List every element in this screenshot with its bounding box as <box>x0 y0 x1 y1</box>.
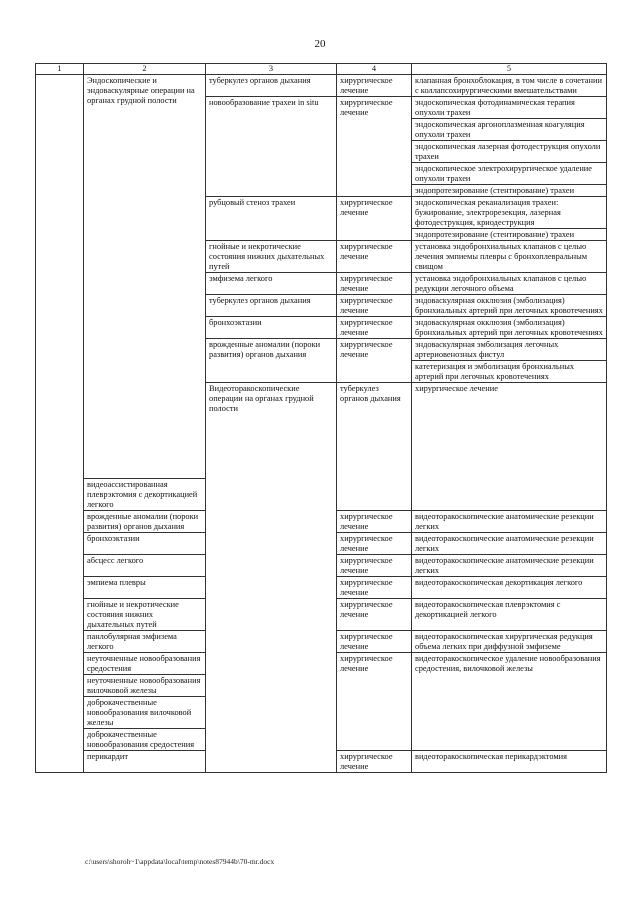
diagnosis-cell: бронхоэктазии <box>206 317 337 339</box>
diagnosis-cell: врожденные аномалии (пороки развития) органов дыхания <box>206 339 337 383</box>
column-header-1: 1 <box>36 64 84 75</box>
method-cell: видеоторакоскопическая перикардэктомия <box>412 751 607 773</box>
section-name-cell: Эндоскопические и эндоваскулярные операции на органах грудной полости <box>84 75 206 479</box>
column-header-5: 5 <box>412 64 607 75</box>
page-number: 20 <box>314 38 326 50</box>
diagnosis-cell: эмфизема легкого <box>206 273 337 295</box>
diagnosis-cell: доброкачественные новообразования вилочковой железы <box>84 697 206 729</box>
treatment-type-cell: хирургическое лечение <box>412 383 607 511</box>
diagnosis-cell: абсцесс легкого <box>84 555 206 577</box>
diagnosis-cell: неуточненные новообразования вилочковой железы <box>84 675 206 697</box>
method-cell: установка эндобронхиальных клапанов с целью лечения эмпиемы плевры с бронхоплевральным свищом <box>412 241 607 273</box>
method-cell: видеоторакоскопическая хирургическая редукция объема легких при диффузной эмфиземе <box>412 631 607 653</box>
method-cell: видеоторакоскопические анатомические резекции легких <box>412 511 607 533</box>
table-row <box>36 75 607 97</box>
treatment-type-cell: хирургическое лечение <box>337 317 412 339</box>
diagnosis-cell: эмпиема плевры <box>84 577 206 599</box>
cell-col1 <box>36 75 84 773</box>
section-name-cell: Видеоторакоскопические операции на органах грудной полости <box>206 383 337 773</box>
method-cell: катетеризация и эмболизация бронхиальных артерий при легочных кровотечениях <box>412 361 607 383</box>
diagnosis-cell: панлобулярная эмфизема легкого <box>84 631 206 653</box>
method-cell: клапанная бронхоблокация, в том числе в сочетании с коллапсохирургическими вмешательствами <box>412 75 607 97</box>
treatment-type-cell: хирургическое лечение <box>337 339 412 383</box>
diagnosis-cell: туберкулез органов дыхания <box>206 75 337 97</box>
diagnosis-cell: доброкачественные новообразования средостения <box>84 729 206 751</box>
treatment-type-cell: хирургическое лечение <box>337 75 412 97</box>
method-cell: эндоскопическое электрохирургическое удаление опухоли трахеи <box>412 163 607 185</box>
treatment-type-cell: хирургическое лечение <box>337 599 412 631</box>
treatment-type-cell: хирургическое лечение <box>337 555 412 577</box>
diagnosis-cell: неуточненные новообразования средостения <box>84 653 206 675</box>
method-cell: видеоторакоскопическая декортикация легкого <box>412 577 607 599</box>
method-cell: эндоваскулярная эмболизация легочных артериовенозных фистул <box>412 339 607 361</box>
diagnosis-cell: перикардит <box>84 751 206 773</box>
diagnosis-cell: новообразование трахеи in situ <box>206 97 337 197</box>
method-cell: эндоскопическая реканализация трахеи: бужирование, электрорезекция, лазерная фотодеструкция, криодеструкция <box>412 197 607 229</box>
file-path-footer: c:\users\shoroh~1\appdata\local\temp\notes87944b\70-mr.docx <box>85 857 275 866</box>
method-cell: эндоваскулярная окклюзия (эмболизация) бронхиальных артерий при легочных кровотечениях <box>412 317 607 339</box>
treatment-type-cell: хирургическое лечение <box>337 511 412 533</box>
table-header-row <box>36 64 607 75</box>
treatment-type-cell: хирургическое лечение <box>337 577 412 599</box>
method-cell: эндопротезирование (стентирование) трахеи <box>412 185 607 197</box>
treatment-type-cell: хирургическое лечение <box>337 295 412 317</box>
treatment-type-cell: хирургическое лечение <box>337 241 412 273</box>
diagnosis-cell: туберкулез органов дыхания <box>206 295 337 317</box>
method-cell: эндоваскулярная окклюзия (эмболизация) бронхиальных артерий при легочных кровотечениях <box>412 295 607 317</box>
diagnosis-cell: бронхоэктазии <box>84 533 206 555</box>
method-cell: эндопротезирование (стентирование) трахеи <box>412 229 607 241</box>
diagnosis-cell: рубцовый стеноз трахеи <box>206 197 337 241</box>
treatment-type-cell: хирургическое лечение <box>337 197 412 241</box>
method-cell: эндоскопическая лазерная фотодеструкция опухоли трахеи <box>412 141 607 163</box>
treatment-type-cell: хирургическое лечение <box>337 97 412 197</box>
diagnosis-cell: врожденные аномалии (пороки развития) органов дыхания <box>84 511 206 533</box>
method-cell: видеоторакоскопические анатомические резекции легких <box>412 555 607 577</box>
column-header-4: 4 <box>337 64 412 75</box>
method-cell: видеоторакоскопическая плеврэктомия с декортикацией легкого <box>412 599 607 631</box>
procedures-table <box>35 63 607 773</box>
diagnosis-cell: туберкулез органов дыхания <box>337 383 412 511</box>
treatment-type-cell: хирургическое лечение <box>337 653 412 751</box>
table-body <box>36 75 607 773</box>
method-cell: эндоскопическая аргоноплазменная коагуляция опухоли трахеи <box>412 119 607 141</box>
method-cell: эндоскопическая фотодинамическая терапия опухоли трахеи <box>412 97 607 119</box>
method-cell: видеоассистированная плеврэктомия с декортикацией легкого <box>84 479 206 511</box>
treatment-type-cell: хирургическое лечение <box>337 751 412 773</box>
treatment-type-cell: хирургическое лечение <box>337 631 412 653</box>
diagnosis-cell: гнойные и некротические состояния нижних дыхательных путей <box>206 241 337 273</box>
treatment-type-cell: хирургическое лечение <box>337 273 412 295</box>
column-header-3: 3 <box>206 64 337 75</box>
column-header-2: 2 <box>84 64 206 75</box>
treatment-type-cell: хирургическое лечение <box>337 533 412 555</box>
diagnosis-cell: гнойные и некротические состояния нижних дыхательных путей <box>84 599 206 631</box>
method-cell: установка эндобронхиальных клапанов с целью редукции легочного объема <box>412 273 607 295</box>
method-cell: видеоторакоскопические анатомические резекции легких <box>412 533 607 555</box>
method-cell: видеоторакоскопическое удаление новообразования средостения, вилочковой железы <box>412 653 607 751</box>
